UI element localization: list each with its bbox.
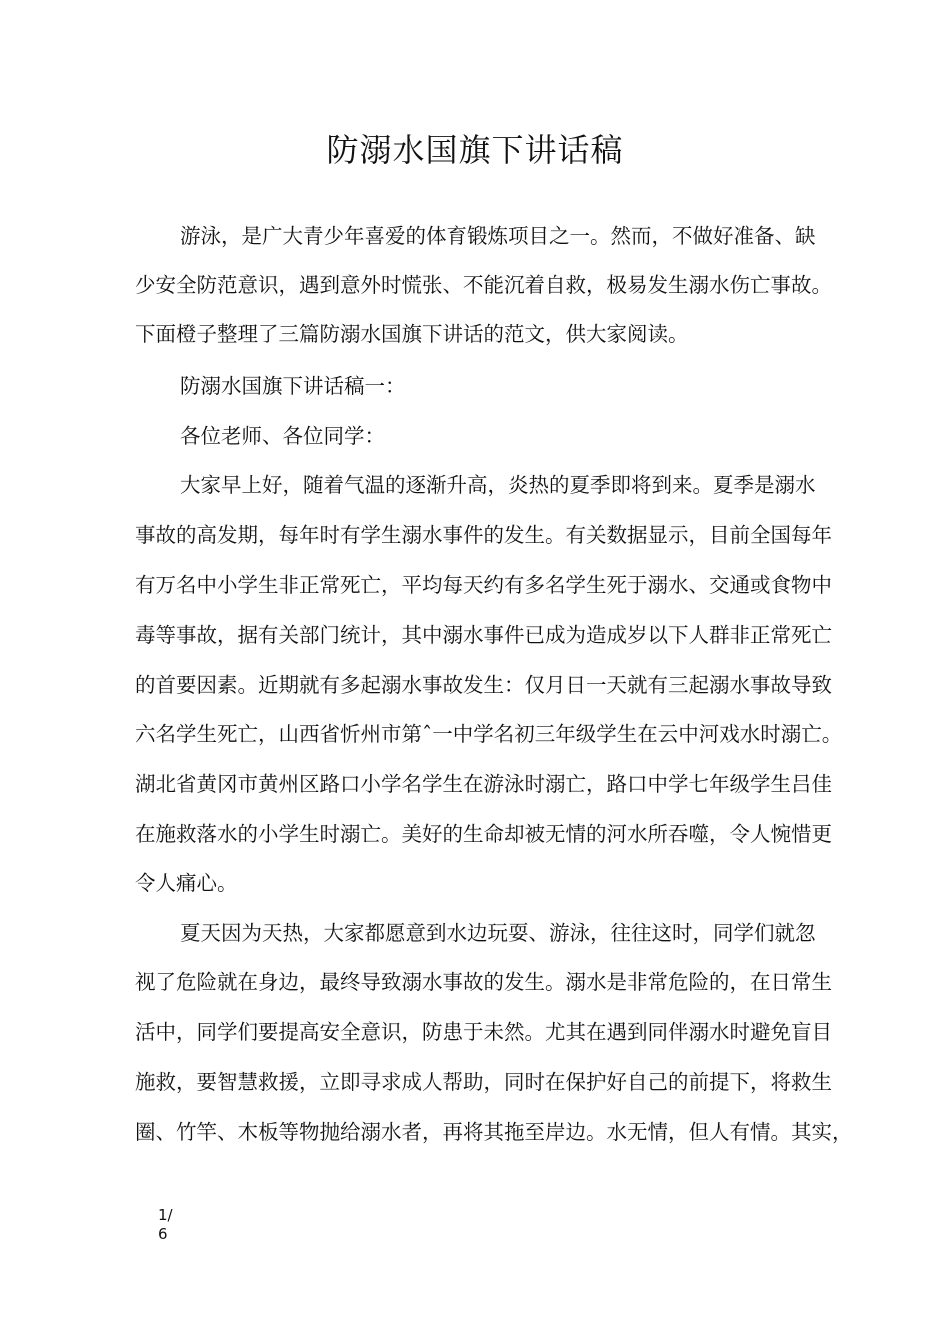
paragraph-line: 圈、竹竿、木板等物抛给溺水者，再将其拖至岸边。水无情，但人有情。其实， (135, 1120, 853, 1144)
document-title: 防溺水国旗下讲话稿 (326, 131, 624, 169)
paragraph-line: 活中，同学们要提高安全意识，防患于未然。尤其在遇到同伴溺水时避免盲目 (135, 1020, 832, 1044)
section-heading: 防溺水国旗下讲话稿一： (180, 374, 406, 398)
paragraph-line: 少安全防范意识，遇到意外时慌张、不能沉着自救，极易发生溺水伤亡事故。 (135, 273, 832, 297)
paragraph-line: 大家早上好，随着气温的逐渐升高，炎热的夏季即将到来。夏季是溺水 (180, 473, 816, 497)
paragraph-line: 湖北省黄冈市黄州区路口小学名学生在游泳时溺亡，路口中学七年级学生吕佳 (135, 772, 832, 796)
paragraph-line: 事故的高发期，每年时有学生溺水事件的发生。有关数据显示，目前全国每年 (135, 523, 832, 547)
paragraph-line: 六名学生死亡，山西省忻州市第ˆ一中学名初三年级学生在云中河戏水时溺亡。 (135, 722, 843, 746)
paragraph-line: 夏天因为天热，大家都愿意到水边玩耍、游泳，往往这时，同学们就忽 (180, 921, 816, 945)
paragraph-line: 毒等事故，据有关部门统计，其中溺水事件已成为造成岁以下人群非正常死亡 (135, 623, 832, 647)
paragraph-line: 的首要因素。近期就有多起溺水事故发生：仅月日一天就有三起溺水事故导致 (135, 673, 832, 697)
paragraph-line: 令人痛心。 (135, 871, 238, 895)
salutation: 各位老师、各位同学： (180, 424, 385, 448)
paragraph-line: 有万名中小学生非正常死亡，平均每天约有多名学生死于溺水、交通或食物中 (135, 573, 832, 597)
paragraph-line: 游泳，是广大青少年喜爱的体育锻炼项目之一。然而，不做好准备、缺 (180, 224, 816, 248)
paragraph-line: 视了危险就在身边，最终导致溺水事故的发生。溺水是非常危险的，在日常生 (135, 970, 832, 994)
page-number-total: 6 (158, 1225, 168, 1243)
page-number (158, 1206, 173, 1244)
paragraph-line: 施救，要智慧救援，立即寻求成人帮助，同时在保护好自己的前提下，将救生 (135, 1070, 832, 1094)
paragraph-line: 下面橙子整理了三篇防溺水国旗下讲话的范文，供大家阅读。 (135, 322, 689, 346)
page-number-current: 1/ (158, 1206, 173, 1224)
paragraph-line: 在施救落水的小学生时溺亡。美好的生命却被无情的河水所吞噬，令人惋惜更 (135, 822, 832, 846)
